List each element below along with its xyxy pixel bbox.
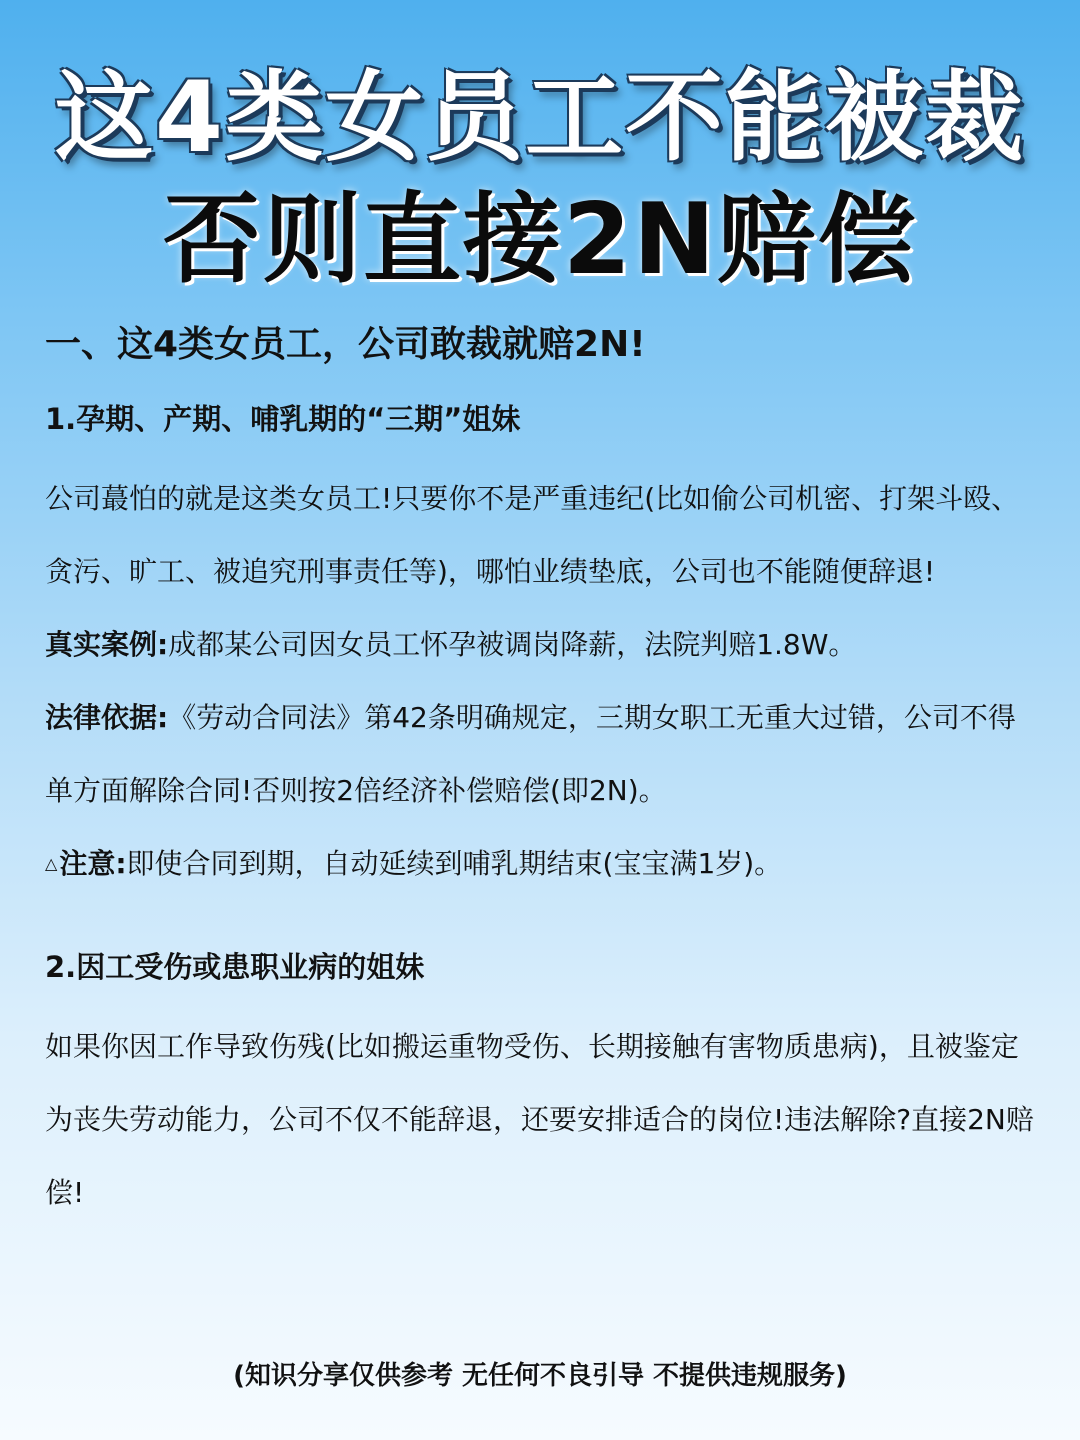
- case-paragraph: [45, 608, 1035, 681]
- article-content: [45, 316, 1035, 1229]
- note-label: 注意:: [59, 847, 127, 880]
- disclaimer-footer: (知识分享仅供参考 无任何不良引导 不提供违规服务): [233, 1361, 847, 1391]
- main-title-line1: 这4类女员工不能被裁: [54, 61, 1026, 175]
- section-heading: 一、这4类女员工，公司敢裁就赔2N!: [45, 324, 646, 365]
- law-paragraph: [45, 681, 1035, 827]
- spacer: [45, 900, 1035, 938]
- item2-body: 如果你因工作导致伤残(比如搬运重物受伤、长期接触有害物质患病)，且被鉴定为丧失劳动能力，公司不仅不能辞退，还要安排适合的岗位!违法解除?直接2N赔偿!: [45, 1030, 1034, 1209]
- warning-triangle-icon: △: [45, 854, 58, 873]
- case-label: 真实案例:: [45, 628, 169, 661]
- case-text: 成都某公司因女员工怀孕被调岗降薪，法院判赔1.8W。: [168, 628, 857, 661]
- law-text: 《劳动合同法》第42条明确规定，三期女职工无重大过错，公司不得单方面解除合同!否则按2倍经济补偿赔偿(即2N)。: [45, 701, 1016, 807]
- note-paragraph: [45, 827, 1035, 900]
- main-title-line2: 否则直接2N赔偿: [162, 183, 918, 297]
- item1-heading: 1.孕期、产期、哺乳期的“三期”姐妹: [45, 402, 521, 436]
- law-label: 法律依据:: [45, 701, 169, 734]
- item1-body: 公司蕞怕的就是这类女员工!只要你不是严重违纪(比如偷公司机密、打架斗殴、贪污、旷工、被追究刑事责任等)，哪怕业绩垫底，公司也不能随便辞退!: [45, 482, 1020, 588]
- note-text: 即使合同到期，自动延续到哺乳期结束(宝宝满1岁)。: [126, 847, 783, 880]
- item2-heading: 2.因工受伤或患职业病的姐妹: [45, 950, 425, 984]
